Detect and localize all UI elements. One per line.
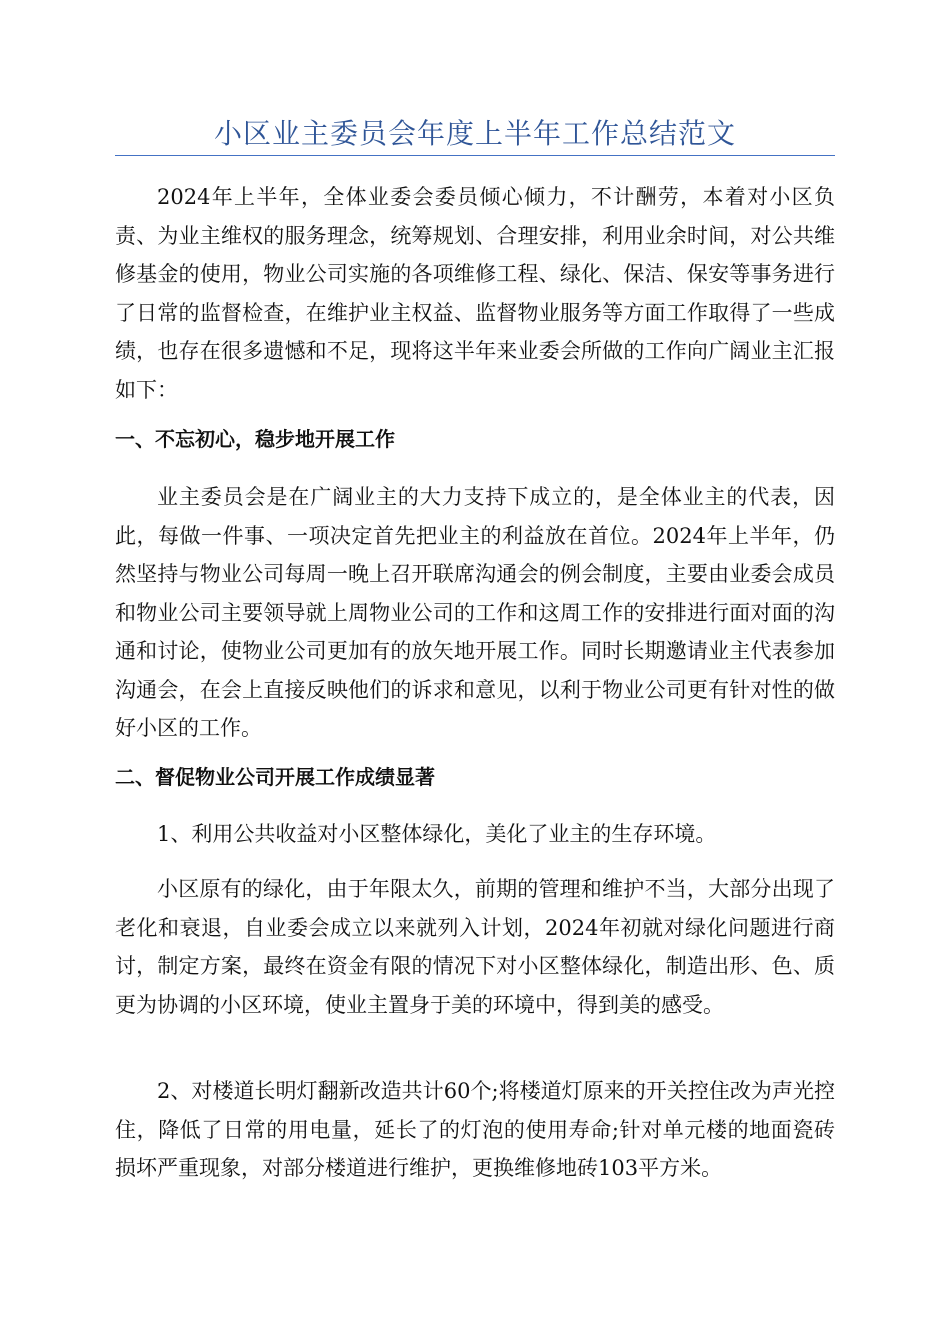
section-2-item-2: 2、对楼道长明灯翻新改造共计60个;将楼道灯原来的开关控住改为声光控住，降低了日常的用电量，延长了的灯泡的使用寿命;针对单元楼的地面瓷砖损坏严重现象，对部分楼道进行维护，更换维修地砖103平方米。	[115, 1079, 835, 1180]
section-2-heading: 二、督促物业公司开展工作成绩显著	[115, 765, 435, 789]
section-1-paragraph: 业主委员会是在广阔业主的大力支持下成立的，是全体业主的代表，因此，每做一件事、一项决定首先把业主的利益放在首位。2024年上半年，仍然坚持与物业公司每周一晚上召开联席沟通会的例会制度，主要由业委会成员和物业公司主要领导就上周物业公司的工作和这周工作的安排进行面对面的沟通和讨论，使物业公司更加有的放矢地开展工作。同时长期邀请业主代表参加沟通会，在会上直接反映他们的诉求和意见，以利于物业公司更有针对性的做好小区的工作。	[115, 485, 835, 740]
section-2-item-1-detail: 小区原有的绿化，由于年限太久，前期的管理和维护不当，大部分出现了老化和衰退，自业委会成立以来就列入计划，2024年初就对绿化问题进行商讨，制定方案，最终在资金有限的情况下对小区整体绿化，制造出形、色、质更为协调的小区环境，使业主置身于美的环境中，得到美的感受。	[115, 877, 835, 1017]
section-2-item-1: 1、利用公共收益对小区整体绿化，美化了业主的生存环境。	[157, 822, 717, 846]
title-underline	[115, 155, 835, 156]
intro-paragraph: 2024年上半年，全体业委会委员倾心倾力，不计酬劳，本着对小区负责、为业主维权的服务理念，统筹规划、合理安排，利用业余时间，对公共维修基金的使用，物业公司实施的各项维修工程、绿化、保洁、保安等事务进行了日常的监督检查，在维护业主权益、监督物业服务等方面工作取得了一些成绩，也存在很多遗憾和不足，现将这半年来业委会所做的工作向广阔业主汇报如下：	[115, 185, 835, 402]
section-1-heading: 一、不忘初心，稳步地开展工作	[115, 427, 395, 451]
document-title: 小区业主委员会年度上半年工作总结范文	[213, 117, 736, 150]
